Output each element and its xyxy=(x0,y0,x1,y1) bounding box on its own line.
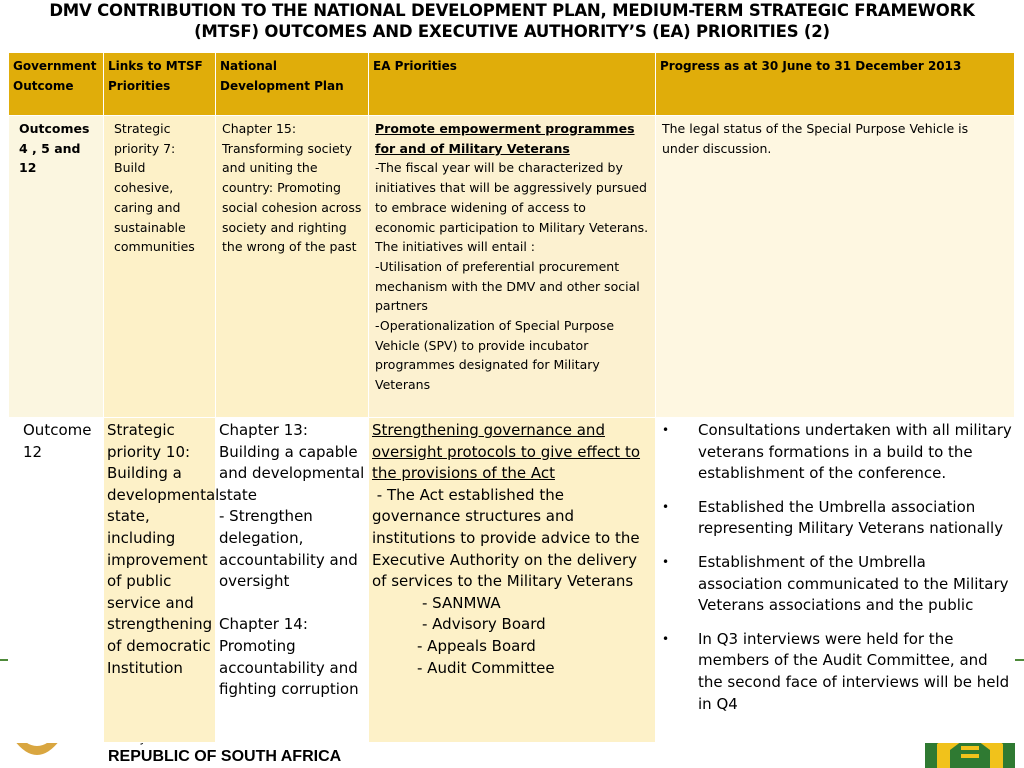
progress-item-text: Established the Umbrella association representing Military Veterans nationally xyxy=(698,497,1004,538)
row1-ea-paragraph-1: -The fiscal year will be characterized by initiatives that will be aggressively pursued to embrace widening of access to economic participation to Military Veterans. The initiatives will entail : xyxy=(375,160,649,255)
bullet-icon: • xyxy=(662,631,670,646)
list-item xyxy=(662,552,1012,617)
bullet-icon: • xyxy=(662,554,670,569)
row1-progress-cell: The legal status of the Special Purpose Vehicle is under discussion. xyxy=(656,116,1015,418)
list-item xyxy=(662,420,1012,485)
list-item xyxy=(662,629,1012,715)
row1-ea-heading: Promote empowerment programmes for and of Military Veterans xyxy=(375,121,635,156)
row2-ea-item-appeals-board: - Appeals Board xyxy=(417,636,536,655)
row2-ea-item-advisory-board: - Advisory Board xyxy=(422,615,546,634)
progress-item-text: In Q3 interviews were held for the members of the Audit Committee, and the second face of interviews will be held in Q4 xyxy=(698,629,1010,713)
row2-progress-list xyxy=(656,420,1012,715)
row1-ea-paragraph-2: -Utilisation of preferential procurement mechanism with the DMV and other social partners xyxy=(375,258,640,314)
row2-ea-item-audit-committee: - Audit Committee xyxy=(417,658,555,677)
row2-ea-cell xyxy=(369,418,656,743)
row2-mtsf-cell: Strategic priority 10: Building a developmental state, including improvement of public service and strengthening of democratic Institution xyxy=(104,418,216,743)
dmv-contribution-table xyxy=(8,52,1015,743)
row2-outcome-cell: Outcome 12 xyxy=(9,418,104,743)
row2-ndp-paragraph-1: Chapter 13: Building a capable and developmental state xyxy=(219,421,365,504)
table-row xyxy=(9,418,1015,743)
progress-item-text: Establishment of the Umbrella association communicated to the Military Veterans associations and the public xyxy=(698,552,1009,615)
footer-country: REPUBLIC OF SOUTH AFRICA xyxy=(108,748,342,765)
row2-ndp-paragraph-3: Chapter 14: Promoting accountability and fighting corruption xyxy=(219,615,359,699)
header-ea-priorities: EA Priorities xyxy=(369,53,656,116)
row2-ndp-cell xyxy=(216,418,369,743)
progress-item-text: Consultations undertaken with all military veterans formations in a build to the establishment of the conference. xyxy=(698,421,1012,483)
list-item xyxy=(662,497,1012,540)
table-row xyxy=(9,116,1015,418)
row2-ea-paragraph-1: - The Act established the governance structures and institutions to provide advice to the Executive Authority on the delivery of services to the Military Veterans xyxy=(372,485,645,591)
bullet-icon: • xyxy=(662,499,670,514)
row2-progress-cell xyxy=(656,418,1015,743)
row1-mtsf-cell: Strategic priority 7: Build cohesive, caring and sustainable communities xyxy=(104,116,216,418)
header-government-outcome: Government Outcome xyxy=(9,53,104,116)
row1-ndp-cell: Chapter 15: Transforming society and uniting the country: Promoting social cohesion across society and righting the wrong of the past xyxy=(216,116,369,418)
title-line-1: DMV CONTRIBUTION TO THE NATIONAL DEVELOPMENT PLAN, MEDIUM-TERM STRATEGIC FRAMEWORK xyxy=(49,1,975,20)
header-progress: Progress as at 30 June to 31 December 2013 xyxy=(656,53,1015,116)
slide-title xyxy=(0,0,1024,42)
row1-outcome-cell: Outcomes 4 , 5 and 12 xyxy=(9,116,104,418)
row2-ndp-paragraph-2: - Strengthen delegation, accountability and oversight xyxy=(219,507,358,591)
row1-ea-paragraph-3: -Operationalization of Special Purpose Vehicle (SPV) to provide incubator programmes designated for Military Veterans xyxy=(375,318,615,393)
header-national-development-plan: National Development Plan xyxy=(216,53,369,116)
bullet-icon: • xyxy=(662,423,670,437)
title-line-2: (MTSF) OUTCOMES AND EXECUTIVE AUTHORITY’S (EA) PRIORITIES (2) xyxy=(194,22,830,41)
header-mtsf-priorities: Links to MTSF Priorities xyxy=(104,53,216,116)
row2-ea-heading: Strengthening governance and oversight protocols to give effect to the provisions of the Act xyxy=(372,421,641,483)
row1-ea-cell xyxy=(369,116,656,418)
row2-ea-item-sanmwa: - SANMWA xyxy=(422,593,501,612)
table-header-row xyxy=(9,53,1015,116)
